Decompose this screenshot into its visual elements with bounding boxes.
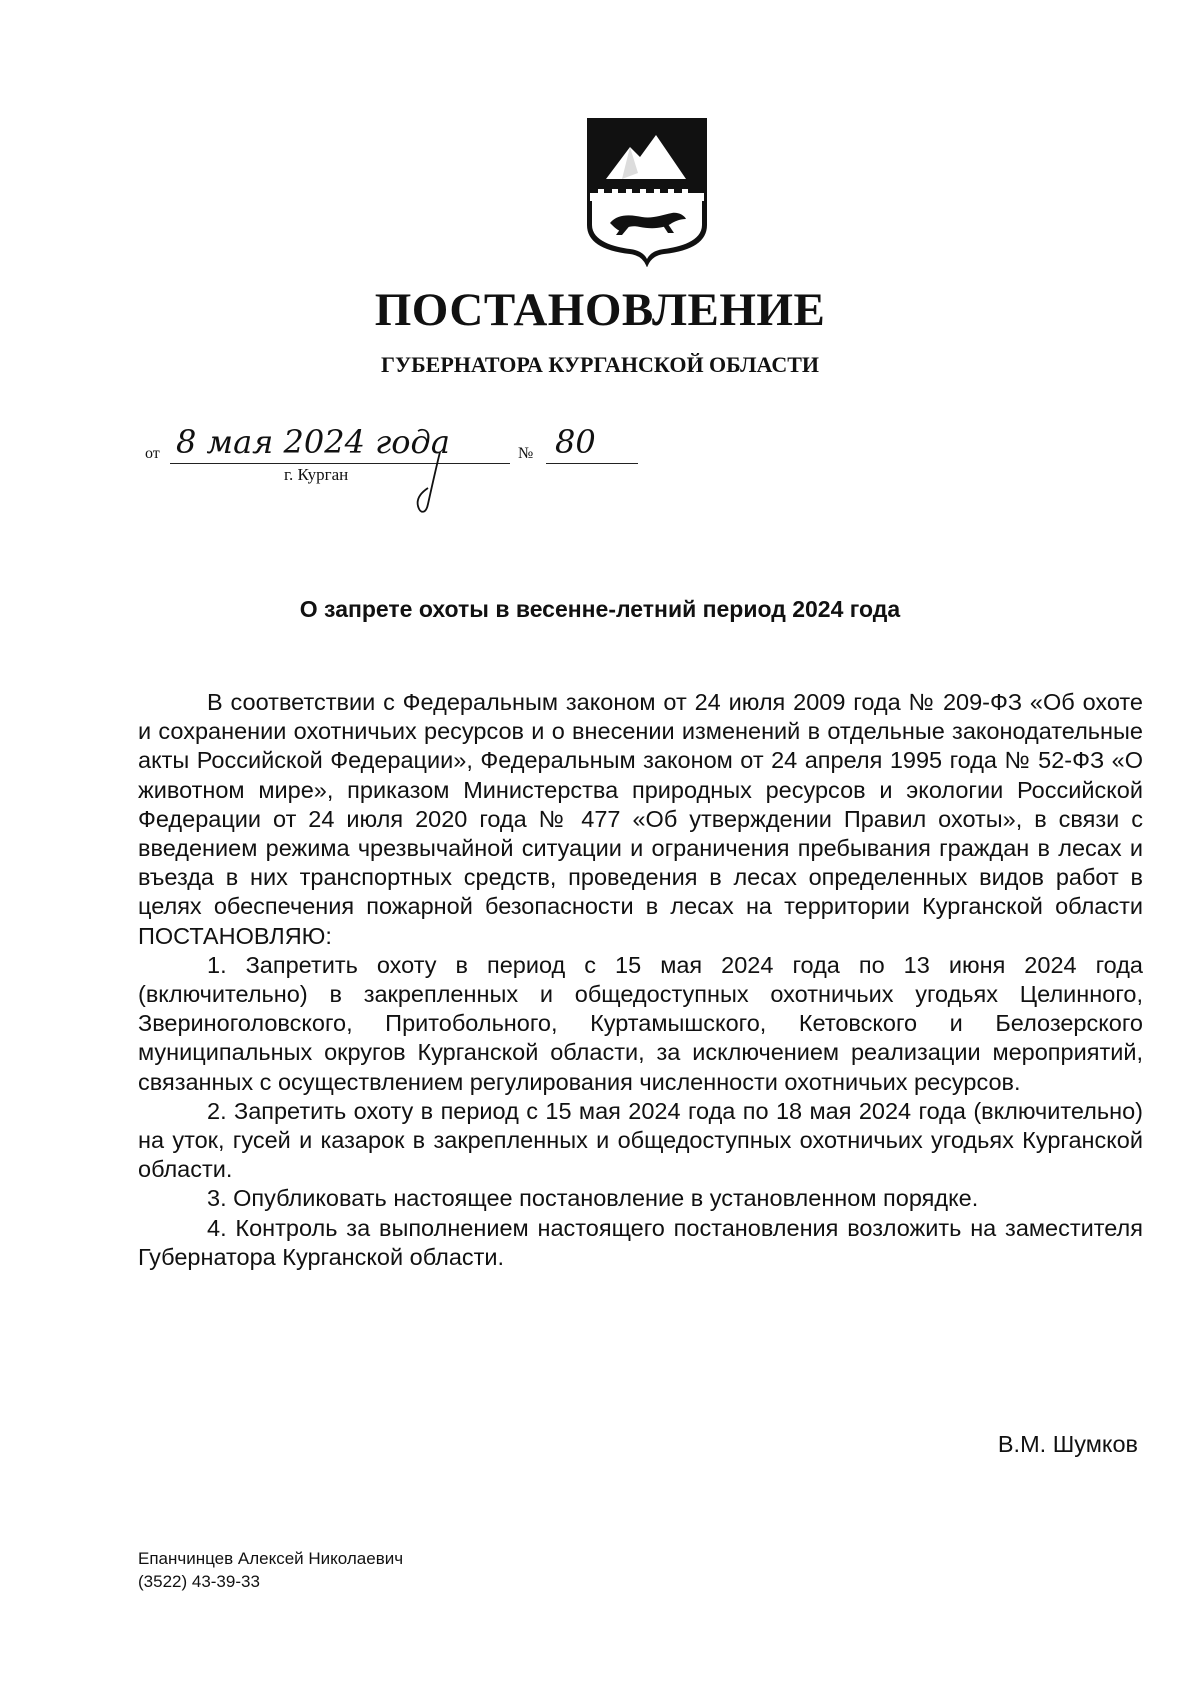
- date-number-line: [0, 0, 1200, 520]
- document-body: [138, 688, 1143, 1272]
- handwriting-flourish: [410, 448, 450, 518]
- date-underline: [170, 463, 510, 464]
- city-label: г. Курган: [284, 465, 349, 484]
- signatory-name: В.М. Шумков: [997, 1431, 1138, 1457]
- document-heading: О запрете охоты в весенне-летний период 2024 года: [299, 596, 901, 622]
- clause-4: 4. Контроль за выполнением настоящего постановления возложить на заместителя Губернатора Курганской области.: [138, 1214, 1143, 1270]
- issuer-subtitle: ГУБЕРНАТОРА КУРГАНСКОЙ ОБЛАСТИ: [380, 352, 820, 377]
- document-title: ПОСТАНОВЛЕНИЕ: [374, 284, 826, 336]
- executor-phone: (3522) 43-39-33: [138, 1572, 260, 1591]
- executor-footer: [138, 1547, 403, 1593]
- handwritten-number: 80: [555, 423, 596, 461]
- preamble-paragraph: В соответствии с Федеральным законом от 24 июля 2009 года № 209-ФЗ «Об охоте и сохранении охотничьих ресурсов и о внесении изменений в отдельные законодательные акты Российской Федерации», Федеральным законом от 24 апреля 1995 года № 52-ФЗ «О животном мире», приказом Министерства природных ресурсов и экологии Российской Федерации от 24 июля 2020 года № 477 «Об утверждении Правил охоты», в связи с введением режима чрезвычайной ситуации и ограничения пребывания граждан в лесах и въезда в них транспортных средств, проведения в лесах определенных видов работ в целях обеспечения пожарной безопасности в лесах на территории Курганской области ПОСТАНОВЛЯЮ:: [138, 689, 1143, 949]
- number-underline: [546, 463, 638, 464]
- handwritten-date: 8 мая 2024 года: [176, 423, 450, 461]
- executor-name: Епанчинцев Алексей Николаевич: [138, 1549, 404, 1568]
- date-prefix: от: [145, 445, 160, 462]
- clause-3: 3. Опубликовать настоящее постановление в установленном порядке.: [207, 1185, 979, 1212]
- clause-2: 2. Запретить охоту в период с 15 мая 2024 года по 18 мая 2024 года (включительно) на уток, гусей и казарок в закрепленных и общедоступных охотничьих угодьях Курганской области.: [138, 1097, 1143, 1183]
- clause-1: 1. Запретить охоту в период с 15 мая 2024 года по 13 июня 2024 года (включительно) в закрепленных и общедоступных охотничьих угодьях Целинного, Звериноголовского, Притобольного, Куртамышского, Кетовского и Белозерского муниципальных округов Курганской области, за исключением реализации мероприятий, связанных с осуществлением регулирования численности охотничьих ресурсов.: [138, 951, 1143, 1095]
- number-prefix: №: [518, 445, 534, 462]
